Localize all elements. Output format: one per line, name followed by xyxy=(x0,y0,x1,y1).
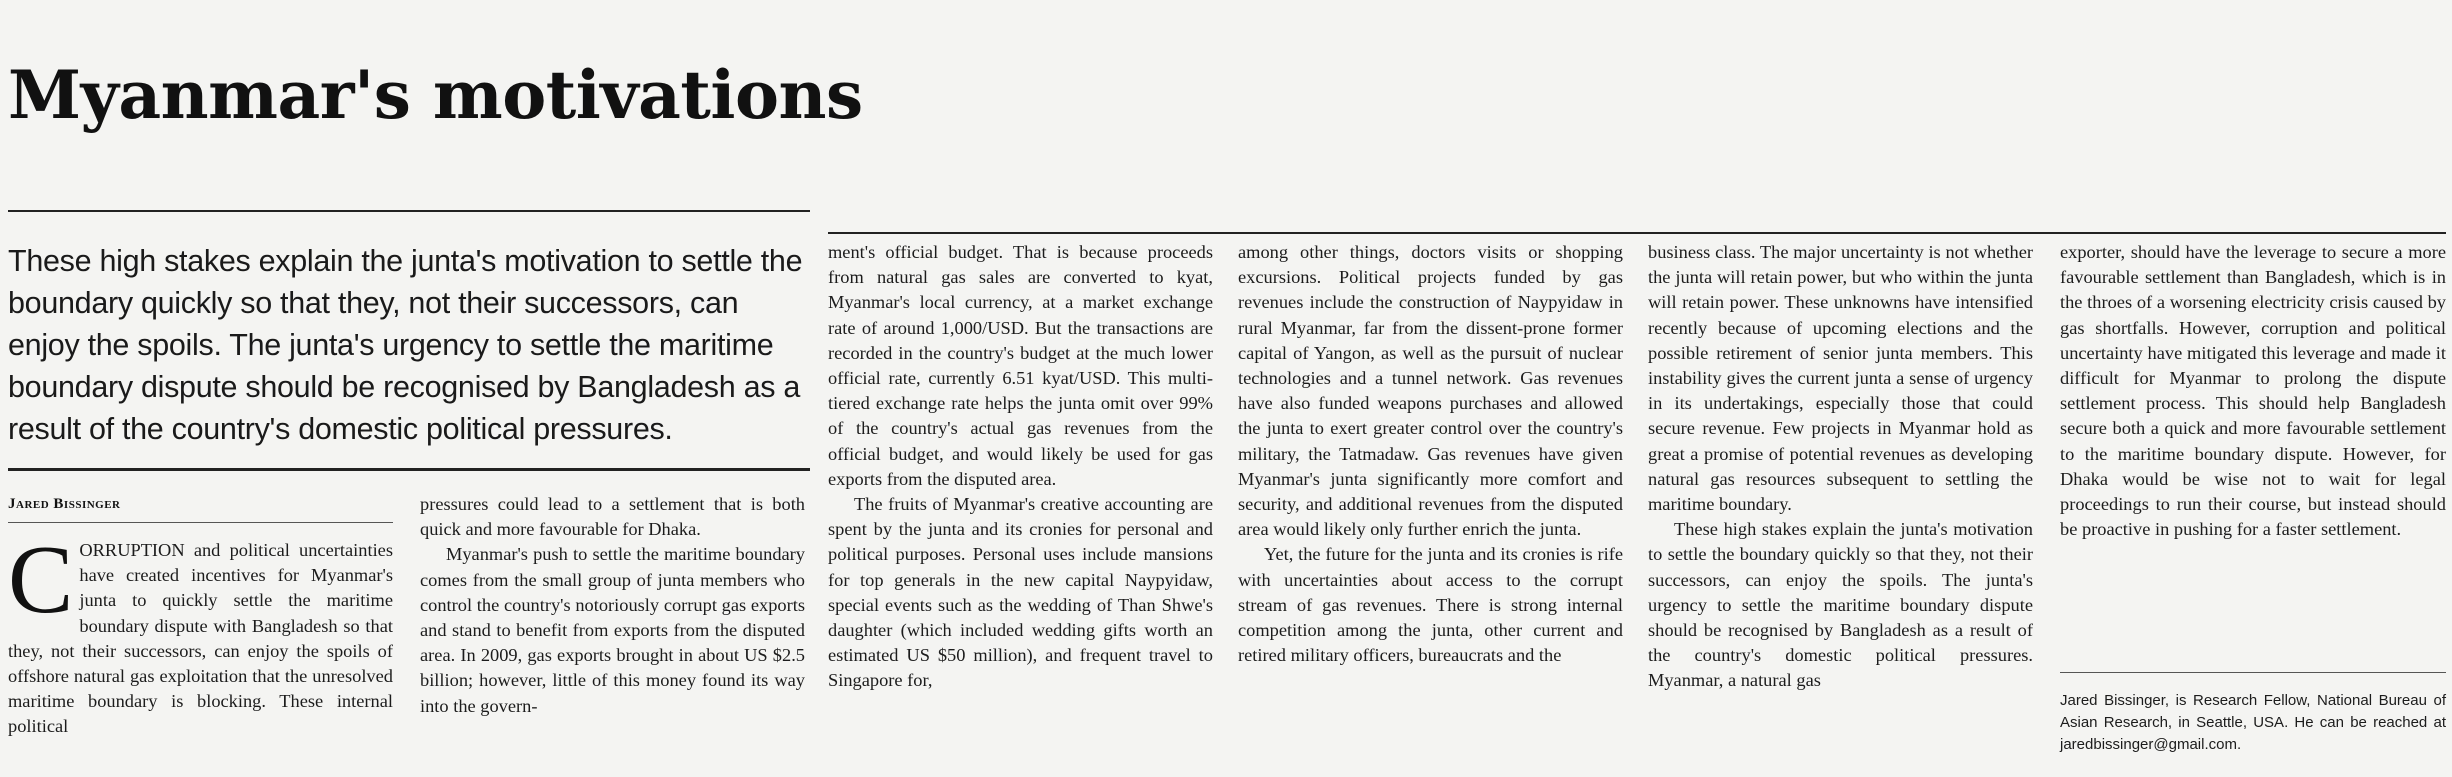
paragraph: Yet, the future for the junta and its cronies is rife with uncertainties about access to the corrupt stream of gas revenues. There is strong internal competition among the junta, other current and retired military officers, bureaucrats and the xyxy=(1238,544,1623,666)
paragraph: pressures could lead to a settlement that is both quick and more favourable for Dhaka. xyxy=(420,494,805,540)
author-note-rule xyxy=(2060,672,2446,673)
article-column-1 xyxy=(8,538,393,777)
paragraph: business class. The major uncertainty is not whether the junta will retain power, but who within the junta will retain power. These unknowns have intensified recently because of upcoming elections and the possible retirement of senior junta members. This instability gives the current junta a sense of urgency in its undertakings, especially those that could secure revenue. Few projects in Myanmar hold as great a promise of potential revenues as developing natural gas resources subsequent to settling the maritime boundary. xyxy=(1648,242,2033,515)
paragraph: Myanmar's push to settle the maritime boundary comes from the small group of junta members who control the country's notoriously corrupt gas exports and stand to benefit from exports from the disputed area. In 2009, gas exports brought in about US $2.5 billion; however, little of this money found its way into the govern- xyxy=(420,544,805,716)
drop-cap: C xyxy=(8,538,74,634)
paragraph: exporter, should have the leverage to secure a more favourable settlement than Bangladesh, which is in the throes of a worsening electricity crisis caused by gas shortfalls. However, corruption and political uncertainty have mitigated this leverage and made it difficult for Myanmar to prolong the dispute settlement process. This should help Bangladesh secure both a quick and more favourable settlement to the maritime boundary dispute. However, for Dhaka would be wise not to wait for legal proceedings to run their course, but instead should be proactive in pushing for a faster settlement. xyxy=(2060,242,2446,540)
paragraph: The fruits of Myanmar's creative accounting are spent by the junta and its cronies for personal and political purposes. Personal uses include mansions for top generals in the new capital Naypyidaw, special events such as the wedding of Than Shwe's daughter (which included wedding gifts worth an estimated US $50 million), and frequent travel to Singapore for, xyxy=(828,494,1213,691)
column-top-rule xyxy=(828,232,2446,234)
article-column-6 xyxy=(2060,240,2446,670)
article-headline: Myanmar's motivations xyxy=(8,56,863,134)
author-byline: Jared Bissinger xyxy=(8,496,121,512)
paragraph: ment's official budget. That is because proceeds from natural gas sales are converted to kyat, Myanmar's local currency, at a market exchange rate of around 1,000/USD. But the transactions are recorded in the country's budget at the much lower official rate, currently 6.51 kyat/USD. This multi-tiered exchange rate helps the junta omit over 99% of the country's actual gas revenues from the official budget, and would likely be used for gas exports from the disputed area. xyxy=(828,242,1213,489)
article-column-3 xyxy=(828,240,1213,777)
headline-rule xyxy=(8,210,810,212)
paragraph: These high stakes explain the junta's motivation to settle the boundary quickly so that they, not their successors, can enjoy the spoils. The junta's urgency to settle the maritime boundary dispute should be recognised by Bangladesh as a result of the country's domestic political pressures. Myanmar, a natural gas xyxy=(1648,519,2033,691)
pull-quote-rule xyxy=(8,468,810,471)
article-column-5 xyxy=(1648,240,2033,777)
lead-paragraph: ORRUPTION and political uncertainties have created incentives for Myanmar's junta to quickly settle the maritime boundary dispute with Bangladesh so that they, not their successors, can enjoy the spoils of offshore natural gas exploitation that the unresolved maritime boundary is blocking. These internal political xyxy=(8,540,393,737)
article-column-2 xyxy=(420,492,805,777)
article-column-4 xyxy=(1238,240,1623,777)
byline-rule xyxy=(8,522,393,523)
pull-quote: These high stakes explain the junta's motivation to settle the boundary quickly so that they, not their successors, can enjoy the spoils. The junta's urgency to settle the maritime boundary dispute should be recognised by Bangladesh as a result of the country's domestic political pressures. xyxy=(8,244,803,446)
paragraph: among other things, doctors visits or shopping excursions. Political projects funded by gas revenues include the construction of Naypyidaw in rural Myanmar, far from the dissent-prone former capital of Yangon, as well as the pursuit of nuclear technologies and a tunnel network. Gas revenues have also funded weapons purchases and allowed the junta to exert greater control over the country's military, the Tatmadaw. Gas revenues have given Myanmar's junta significantly more comfort and security, and additional revenues from the disputed area would likely only further enrich the junta. xyxy=(1238,242,1623,540)
author-note: Jared Bissinger, is Research Fellow, National Bureau of Asian Research, in Seattle, USA. He can be reached at jaredbissinger@gmail.com. xyxy=(2060,692,2446,753)
